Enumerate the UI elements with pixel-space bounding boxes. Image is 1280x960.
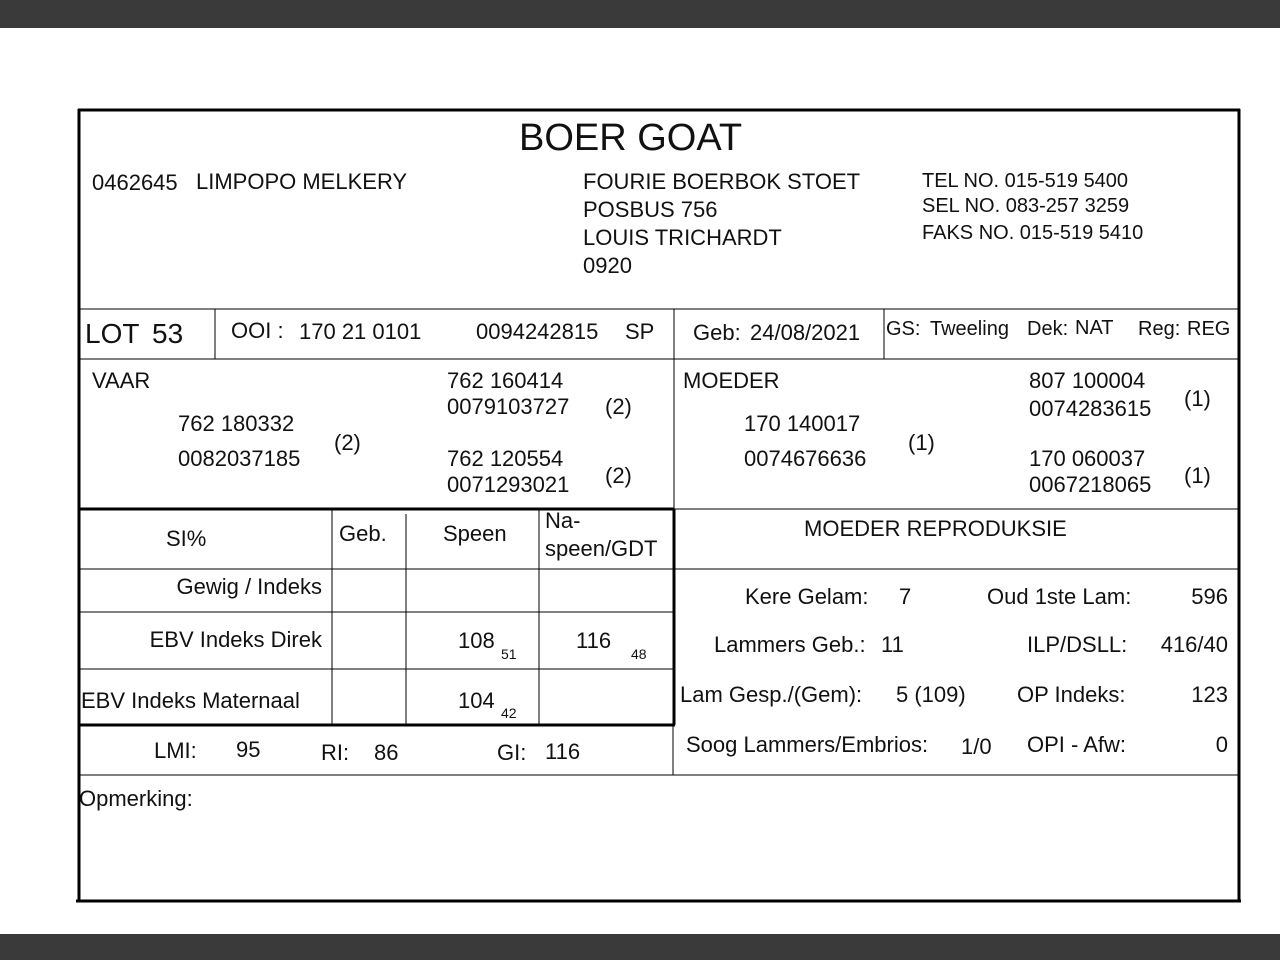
oud-1ste-lam-label: Oud 1ste Lam:	[987, 584, 1132, 609]
col-speen-header: Speen	[443, 521, 507, 546]
ilp-dsll-label: ILP/DSLL:	[1027, 632, 1128, 657]
reg-value: REG	[1187, 318, 1231, 340]
direk-naspeen-accuracy: 48	[631, 646, 647, 662]
soog-lammers-value: 1/0	[961, 734, 992, 759]
ilp-dsll-value: 416/40	[1160, 632, 1228, 657]
dam-sire-id: 807 100004	[1029, 368, 1146, 393]
dek-label: Dek:	[1027, 318, 1069, 340]
ooi-id: 170 21 0101	[299, 319, 422, 344]
seller-address-line2: LOUIS TRICHARDT	[583, 225, 782, 250]
gs-label: GS:	[886, 318, 921, 340]
op-indeks-label: OP Indeks:	[1017, 682, 1126, 707]
soog-lammers-label: Soog Lammers/Embrios:	[686, 732, 929, 757]
oud-1ste-lam-value: 596	[1191, 584, 1228, 609]
col-si-header: SI%	[166, 526, 207, 551]
buyer-code: 0462645	[92, 170, 178, 195]
seller-address-line1: POSBUS 756	[583, 197, 718, 222]
gs-value: Tweeling	[930, 318, 1009, 340]
sire-sire-reg: 0079103727	[447, 394, 570, 419]
lmi-label: LMI:	[154, 738, 197, 763]
sire-dam-grade: (2)	[605, 463, 632, 488]
dam-reg: 0074676636	[744, 446, 867, 471]
lmi-value: 95	[236, 737, 261, 762]
born-label: Geb:	[693, 320, 741, 345]
dam-dam-reg: 0067218065	[1029, 472, 1152, 497]
ooi-grade: SP	[625, 319, 655, 344]
seller-postcode: 0920	[583, 253, 632, 278]
direk-speen-accuracy: 51	[501, 646, 517, 662]
sire-label: VAAR	[92, 368, 151, 393]
lammers-geb-value: 11	[881, 632, 904, 657]
ooi-reg-number: 0094242815	[476, 319, 599, 344]
lam-gesp-value: 5 (109)	[896, 682, 966, 707]
dam-sire-reg: 0074283615	[1029, 396, 1152, 421]
fax-number: FAKS NO. 015-519 5410	[922, 222, 1144, 244]
buyer-name: LIMPOPO MELKERY	[196, 169, 408, 194]
kere-gelam-value: 7	[899, 584, 912, 609]
dam-id: 170 140017	[744, 411, 861, 436]
row-gewig-label: Gewig / Indeks	[176, 574, 322, 599]
lam-gesp-label: Lam Gesp./(Gem):	[680, 682, 863, 707]
row-ebv-maternaal-label: EBV Indeks Maternaal	[81, 688, 300, 713]
dam-dam-id: 170 060037	[1029, 446, 1146, 471]
lot-number: 53	[152, 318, 184, 349]
col-geb-header: Geb.	[339, 521, 387, 546]
tel-number: TEL NO. 015-519 5400	[922, 170, 1129, 192]
maternaal-speen-value: 104	[458, 688, 495, 713]
dek-value: NAT	[1075, 317, 1114, 339]
gi-label: GI:	[497, 740, 527, 765]
reg-label: Reg:	[1138, 318, 1181, 340]
sire-sire-grade: (2)	[605, 394, 632, 419]
col-naspeen-header-line1: Na-	[545, 508, 581, 533]
kere-gelam-label: Kere Gelam:	[745, 584, 869, 609]
sire-dam-reg: 0071293021	[447, 472, 570, 497]
col-naspeen-header-line2: speen/GDT	[545, 536, 658, 561]
ooi-label: OOI :	[231, 318, 284, 343]
lammers-geb-label: Lammers Geb.:	[714, 632, 866, 657]
direk-speen-value: 108	[458, 628, 495, 653]
maternaal-speen-accuracy: 42	[501, 705, 517, 721]
lot-label: LOT	[85, 318, 140, 349]
sire-id: 762 180332	[178, 411, 295, 436]
opi-afw-value: 0	[1215, 732, 1228, 757]
opi-afw-label: OPI - Afw:	[1027, 732, 1127, 757]
cell-number: SEL NO. 083-257 3259	[922, 195, 1130, 217]
gi-value: 116	[545, 739, 581, 764]
direk-naspeen-value: 116	[576, 628, 612, 653]
sire-sire-id: 762 160414	[447, 368, 564, 393]
dam-dam-grade: (1)	[1184, 463, 1211, 488]
ri-label: RI:	[321, 740, 350, 765]
row-ebv-direk-label: EBV Indeks Direk	[149, 627, 322, 652]
dam-grade: (1)	[908, 430, 935, 455]
born-date: 24/08/2021	[750, 320, 861, 345]
sire-grade: (2)	[334, 430, 361, 455]
remarks-label: Opmerking:	[79, 786, 193, 811]
sire-reg: 0082037185	[178, 446, 301, 471]
reproduction-title: MOEDER REPRODUKSIE	[804, 516, 1067, 541]
form-title: BOER GOAT	[519, 117, 743, 159]
dam-label: MOEDER	[683, 368, 780, 393]
op-indeks-value: 123	[1191, 682, 1228, 707]
ri-value: 86	[374, 740, 399, 765]
sire-dam-id: 762 120554	[447, 446, 564, 471]
dam-sire-grade: (1)	[1184, 386, 1211, 411]
seller-name: FOURIE BOERBOK STOET	[583, 169, 861, 194]
